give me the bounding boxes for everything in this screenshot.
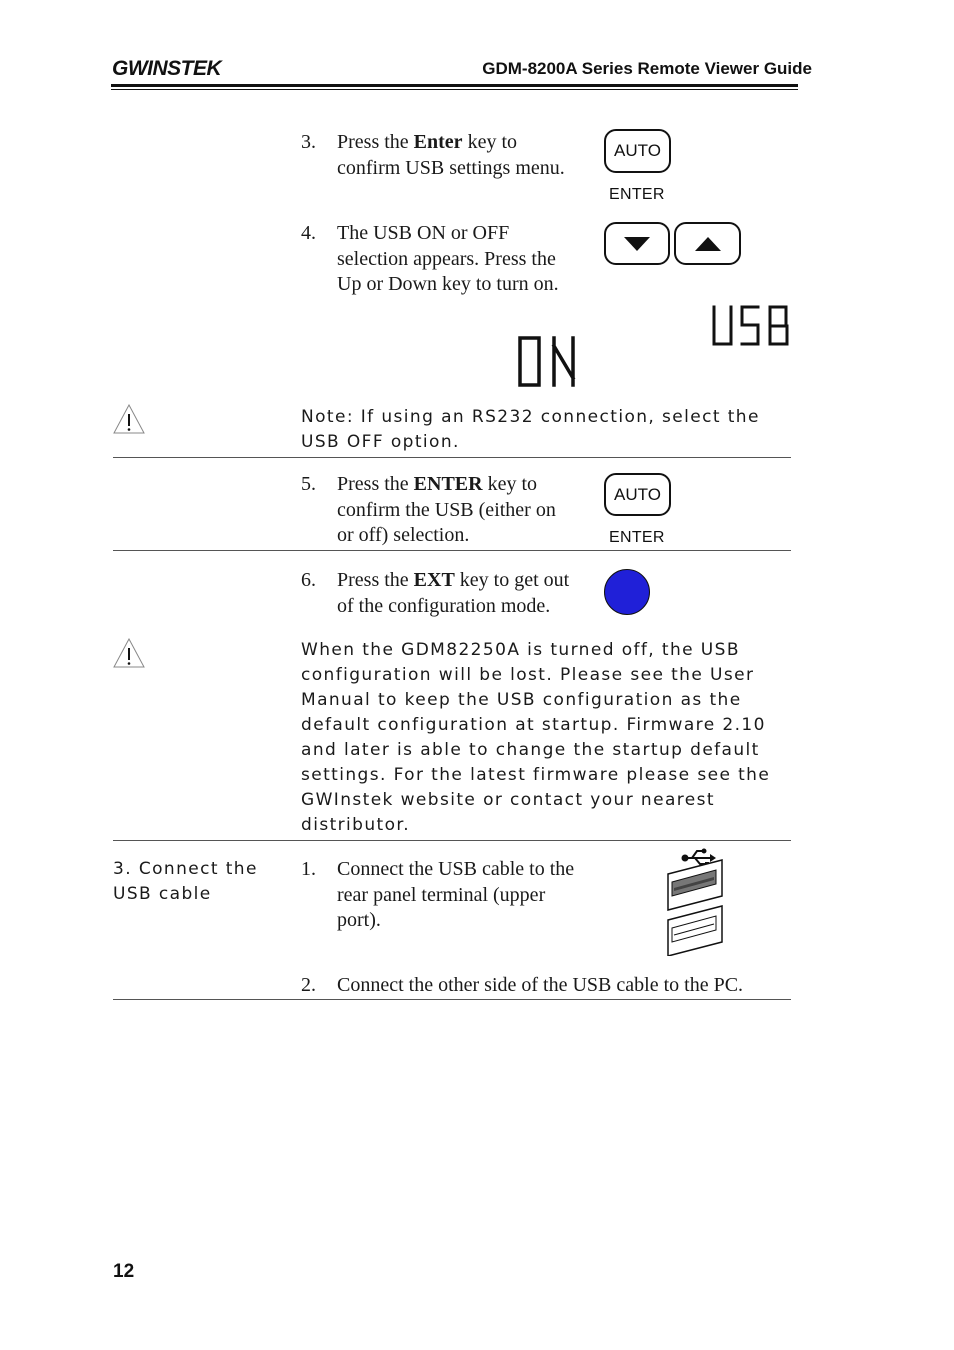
connect-step-2-text: 2. Connect the other side of the USB cable to the PC. — [301, 974, 744, 996]
step-5-text: 5. Press the ENTER key to confirm the USB (either on or off) selection. — [301, 473, 556, 546]
ext-key-icon — [604, 569, 650, 615]
header-rule-thin — [111, 89, 798, 90]
section-title: 3. Connect the USB cable — [113, 859, 258, 904]
step-3-text: 3. Press the Enter key to confirm USB settings menu. — [301, 131, 565, 179]
on-segment-display — [517, 336, 579, 388]
enter-key-label: ENTER — [609, 186, 665, 203]
page-number: 12 — [113, 1261, 135, 1282]
auto-enter-key: AUTO — [604, 129, 671, 173]
enter-key-label-2: ENTER — [609, 529, 665, 546]
section-divider — [113, 840, 791, 841]
down-arrow-key — [604, 222, 670, 265]
section-divider — [113, 550, 791, 551]
caution-icon — [113, 404, 145, 434]
section-divider — [113, 999, 791, 1000]
connect-step-1-text: 1. Connect the USB cable to the rear panel terminal (upper port). — [301, 858, 575, 931]
up-arrow-key — [674, 222, 741, 265]
header-rule — [111, 84, 798, 87]
usb-segment-display — [711, 305, 791, 347]
page-header-title: GDM-8200A Series Remote Viewer Guide — [482, 59, 812, 78]
usb-ports-illustration — [664, 846, 728, 956]
section-divider — [113, 457, 791, 458]
note-usb-config: When the GDM82250A is turned off, the USB configuration will be lost. Please see the User Manual to keep the USB configuration as the default configuration at startup. Firmware 2.10 and later is able to change the startup default settings. For the latest firmware please see the GWInstek website or contact your nearest distributor. — [301, 640, 771, 835]
step-6-text: 6. Press the EXT key to get out of the configuration mode. — [301, 569, 570, 617]
auto-enter-key-2: AUTO — [604, 473, 671, 516]
note-rs232: Note: If using an RS232 connection, select the USB OFF option. — [301, 407, 760, 452]
down-arrow-icon — [624, 237, 650, 251]
brand-logo: GWINSTEK — [112, 57, 222, 80]
caution-icon — [113, 638, 145, 668]
up-arrow-icon — [695, 237, 721, 251]
step-4-text: 4. The USB ON or OFF selection appears. Press the Up or Down key to turn on. — [301, 222, 559, 295]
